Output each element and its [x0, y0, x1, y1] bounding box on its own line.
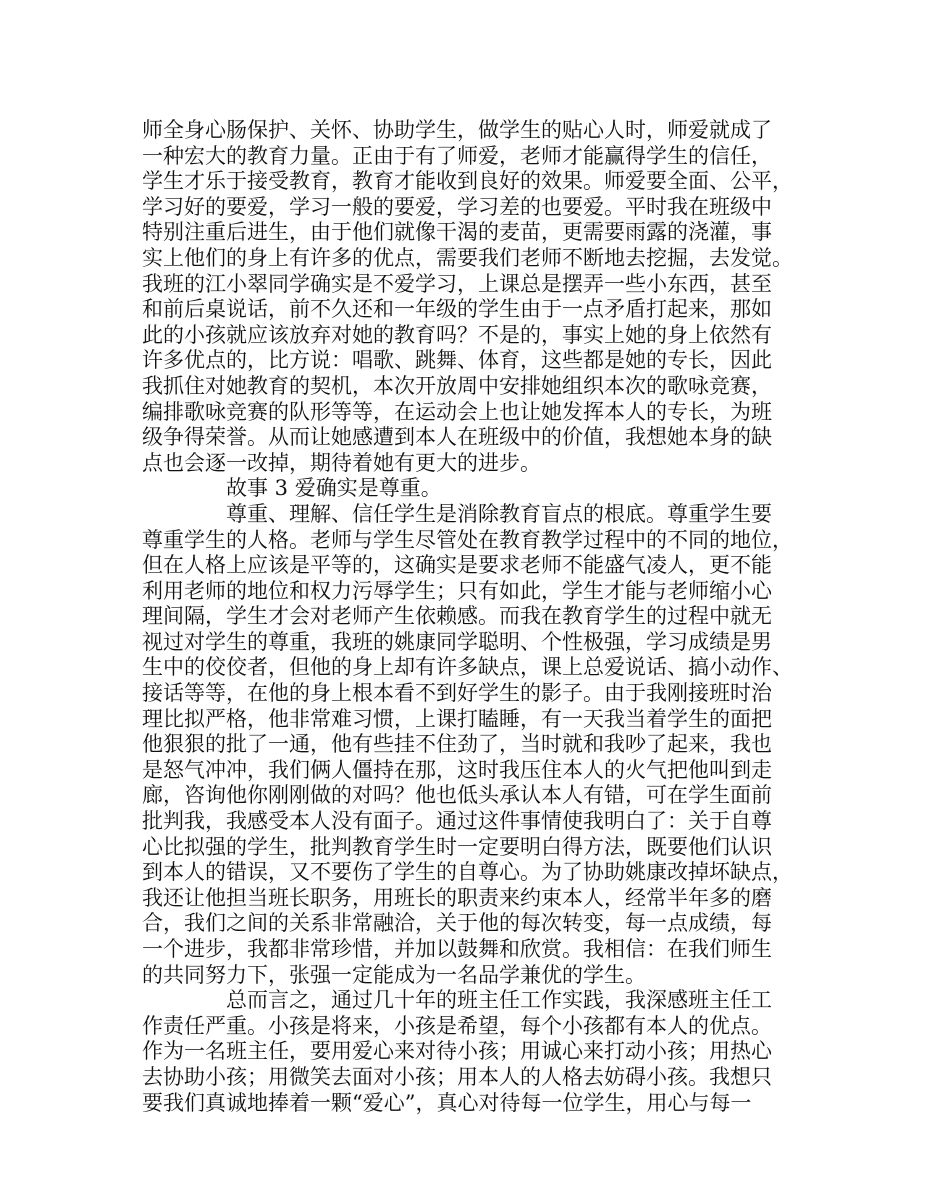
text-line: 实上他们的身上有许多的优点，需要我们老师不断地去挖掘，去发觉。 [142, 245, 793, 270]
text-line: 点也会逐一改掉，期待着她有更大的进步。 [142, 450, 541, 475]
text-line: 视过对学生的尊重，我班的姚康同学聪明、个性极强，学习成绩是男 [142, 629, 772, 654]
text-line: 合，我们之间的关系非常融洽，关于他的每次转变，每一点成绩，每 [142, 911, 772, 936]
text-line: 作为一名班主任，要用爱心来对待小孩；用诚心来打动小孩；用热心 [142, 1039, 772, 1064]
text-line: 尊重学生的人格。老师与学生尽管处在教育教学过程中的不同的地位， [142, 527, 793, 552]
text-line: 特别注重后进生，由于他们就像干渴的麦苗，更需要雨露的浇灌，事 [142, 220, 772, 245]
text-line: 学习好的要爱，学习一般的要爱，学习差的也要爱。平时我在班级中 [142, 194, 772, 219]
text-line: 我还让他担当班长职务，用班长的职责来约束本人，经常半年多的磨 [142, 885, 772, 910]
text-line: 但在人格上应该是平等的，这确实是要求老师不能盛气凌人，更不能 [142, 553, 772, 578]
text-line: 师全身心肠保护、关怀、协助学生，做学生的贴心人时，师爱就成了 [142, 118, 772, 142]
text-line: 此的小孩就应该放弃对她的教育吗？不是的，事实上她的身上依然有 [142, 322, 772, 347]
text-line: 接话等等，在他的身上根本看不到好学生的影子。由于我刚接班时治 [142, 681, 772, 706]
text-line: 一个进步，我都非常珍惜，并加以鼓舞和欣赏。我相信：在我们师生 [142, 937, 772, 961]
text-line: 我班的江小翠同学确实是不爱学习，上课总是摆弄一些小东西，甚至 [142, 271, 772, 296]
text-line: 理间隔，学生才会对老师产生依赖感。而我在教育学生的过程中就无 [142, 604, 772, 629]
text-line: 心比拟强的学生，批判教育学生时一定要明白得方法，既要他们认识 [142, 834, 772, 859]
text-line: 我抓住对她教育的契机，本次开放周中安排她组织本次的歌咏竞赛， [142, 373, 772, 398]
text-line: 去协助小孩；用微笑去面对小孩；用本人的人格去妨碍小孩。我想只 [142, 1064, 772, 1089]
text-line: 到本人的错误，又不要伤了学生的自尊心。为了协助姚康改掉坏缺点， [142, 860, 793, 885]
text-line: 理比拟严格，他非常难习惯，上课打瞌睡，有一天我当着学生的面把 [142, 706, 772, 731]
text-line: 和前后桌说话，前不久还和一年级的学生由于一点矛盾打起来，那如 [142, 297, 772, 322]
text-line: 总而言之，通过几十年的班主任工作实践，我深感班主任工 [226, 988, 772, 1013]
text-line: 级争得荣誉。从而让她感遭到本人在班级中的价值，我想她本身的缺 [142, 425, 772, 450]
text-line: 利用老师的地位和权力污辱学生；只有如此，学生才能与老师缩小心 [142, 578, 772, 603]
text-line: 故事 3 爱确实是尊重。 [226, 476, 442, 501]
text-line: 一种宏大的教育力量。正由于有了师爱，老师才能赢得学生的信任， [142, 143, 772, 168]
text-line: 的共同努力下，张强一定能成为一名品学兼优的学生。 [142, 962, 646, 987]
text-line: 作责任严重。小孩是将来，小孩是希望，每个小孩都有本人的优点。 [142, 1013, 772, 1038]
text-line: 要我们真诚地捧着一颗“爱心”，真心对待每一位学生，用心与每一 [142, 1090, 752, 1115]
body-text [142, 118, 832, 1116]
text-line: 尊重、理解、信任学生是消除教育盲点的根底。尊重学生要 [226, 501, 772, 526]
text-line: 生中的佼佼者，但他的身上却有许多缺点，课上总爱说话、搞小动作、 [142, 655, 793, 680]
text-line: 廊，咨询他你刚刚做的对吗？他也低头承认本人有错，可在学生面前 [142, 783, 772, 808]
text-line: 是怒气冲冲，我们俩人僵持在那，这时我压住本人的火气把他叫到走 [142, 757, 772, 782]
text-line: 批判我，我感受本人没有面子。通过这件事情使我明白了：关于自尊 [142, 809, 772, 834]
text-line: 许多优点的，比方说：唱歌、跳舞、体育，这些都是她的专长，因此 [142, 348, 772, 373]
text-line: 编排歌咏竞赛的队形等等，在运动会上也让她发挥本人的专长，为班 [142, 399, 772, 424]
text-line: 学生才乐于接受教育，教育才能收到良好的效果。师爱要全面、公平， [142, 169, 793, 194]
text-line: 他狠狠的批了一通，他有些挂不住劲了，当时就和我吵了起来，我也 [142, 732, 772, 757]
